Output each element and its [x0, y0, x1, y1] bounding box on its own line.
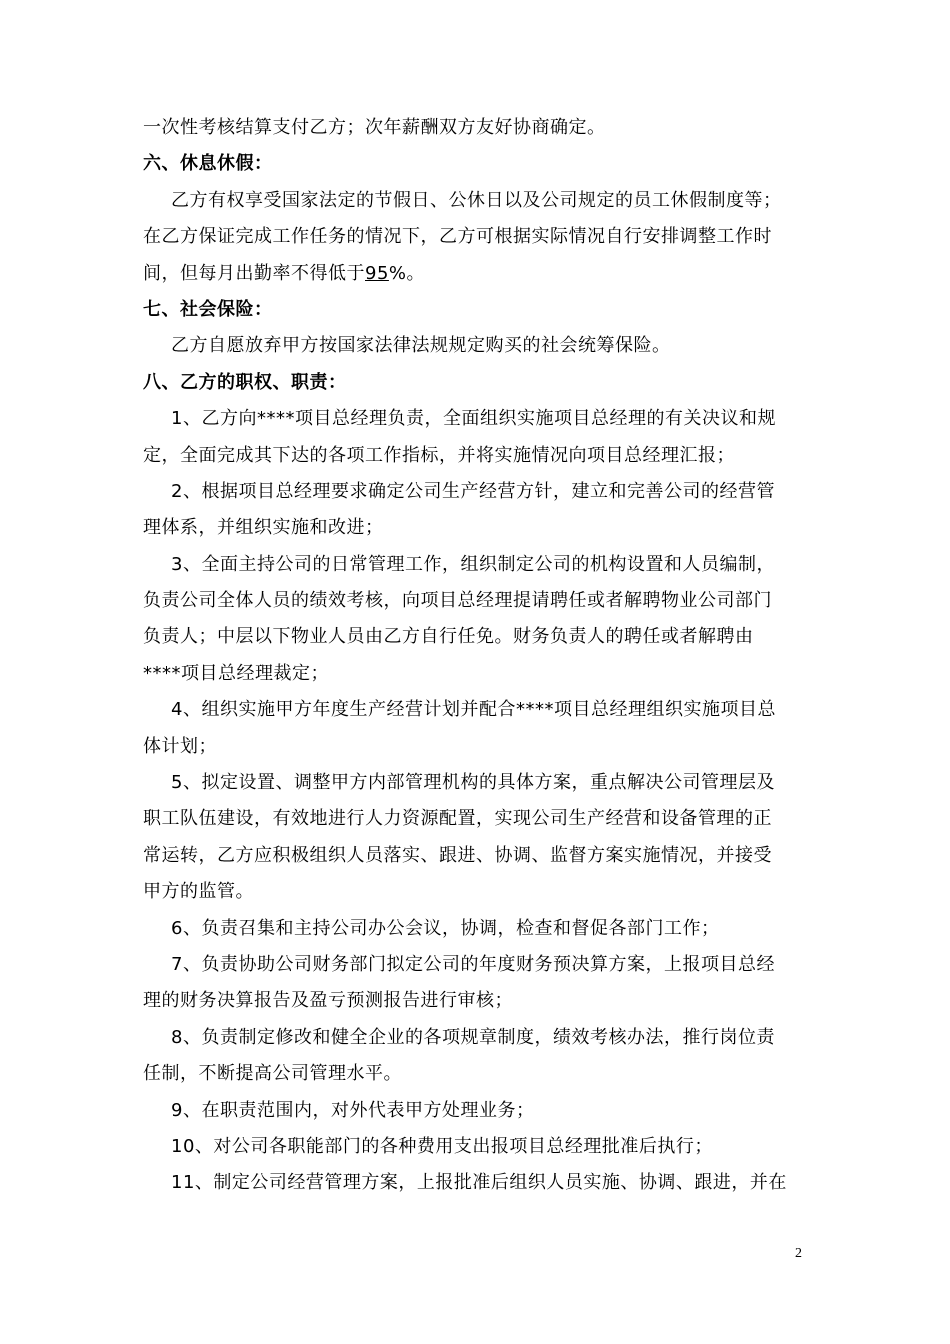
list-item-line: 9、在职责范围内，对外代表甲方处理业务；	[171, 1099, 535, 1121]
text-run: %。	[388, 262, 426, 284]
body-text	[143, 110, 808, 1202]
list-item-line: 6、负责召集和主持公司办公会议，协调，检查和督促各部门工作；	[171, 917, 720, 939]
list-item-line: 5、拟定设置、调整甲方内部管理机构的具体方案，重点解决公司管理层及	[171, 772, 775, 794]
attendance-rate-value: 95	[365, 262, 389, 284]
page-number: 2	[795, 1246, 802, 1261]
list-item-line: 10、对公司各职能部门的各种费用支出报项目总经理批准后执行；	[171, 1135, 713, 1157]
list-item-line: 1、乙方向****项目总经理负责，全面组织实施项目总经理的有关决议和规	[171, 408, 776, 430]
section-heading-rest-leave: 六、休息休假：	[143, 153, 273, 175]
section-heading-social-insurance: 七、社会保险：	[143, 298, 273, 320]
list-item-line: 理体系，并组织实施和改进；	[143, 517, 384, 539]
list-item-line: 8、负责制定修改和健全企业的各项规章制度，绩效考核办法，推行岗位责	[171, 1026, 775, 1048]
text-run: 间，但每月出勤率不得低于	[143, 262, 365, 284]
paragraph-line	[143, 256, 808, 292]
list-item-line: 2、根据项目总经理要求确定公司生产经营方针，建立和完善公司的经营管	[171, 480, 775, 502]
list-item-line: 11、制定公司经营管理方案，上报批准后组织人员实施、协调、跟进，并在	[171, 1172, 787, 1194]
list-item-line: ****项目总经理裁定；	[143, 662, 329, 684]
list-item-line: 负责公司全体人员的绩效考核，向项目总经理提请聘任或者解聘物业公司部门	[143, 590, 772, 612]
list-item-line: 4、组织实施甲方年度生产经营计划并配合****项目总经理组织实施项目总	[171, 699, 776, 721]
list-item-line: 定，全面完成其下达的各项工作指标，并将实施情况向项目总经理汇报；	[143, 444, 735, 466]
list-item-line: 体计划；	[143, 735, 217, 757]
list-item-line: 职工队伍建设，有效地进行人力资源配置，实现公司生产经营和设备管理的正	[143, 808, 772, 830]
list-item-line: 任制，不断提高公司管理水平。	[143, 1063, 402, 1085]
list-item-line: 3、全面主持公司的日常管理工作，组织制定公司的机构设置和人员编制，	[171, 553, 775, 575]
list-item-line: 甲方的监管。	[143, 881, 254, 903]
paragraph-line: 乙方自愿放弃甲方按国家法律法规规定购买的社会统筹保险。	[171, 335, 671, 357]
list-item-line: 负责人；中层以下物业人员由乙方自行任免。财务负责人的聘任或者解聘由	[143, 626, 754, 648]
list-item-line: 7、负责协助公司财务部门拟定公司的年度财务预决算方案，上报项目总经	[171, 953, 775, 975]
paragraph-line: 一次性考核结算支付乙方；次年薪酬双方友好协商确定。	[143, 117, 606, 138]
list-item-line: 常运转，乙方应积极组织人员落实、跟进、协调、监督方案实施情况，并接受	[143, 844, 772, 866]
paragraph-line: 在乙方保证完成工作任务的情况下，乙方可根据实际情况自行安排调整工作时	[143, 226, 772, 248]
paragraph-line: 乙方有权享受国家法定的节假日、公休日以及公司规定的员工休假制度等；	[171, 189, 782, 211]
section-heading-duties: 八、乙方的职权、职责：	[143, 371, 347, 393]
list-item-line: 理的财务决算报告及盈亏预测报告进行审核；	[143, 990, 513, 1012]
